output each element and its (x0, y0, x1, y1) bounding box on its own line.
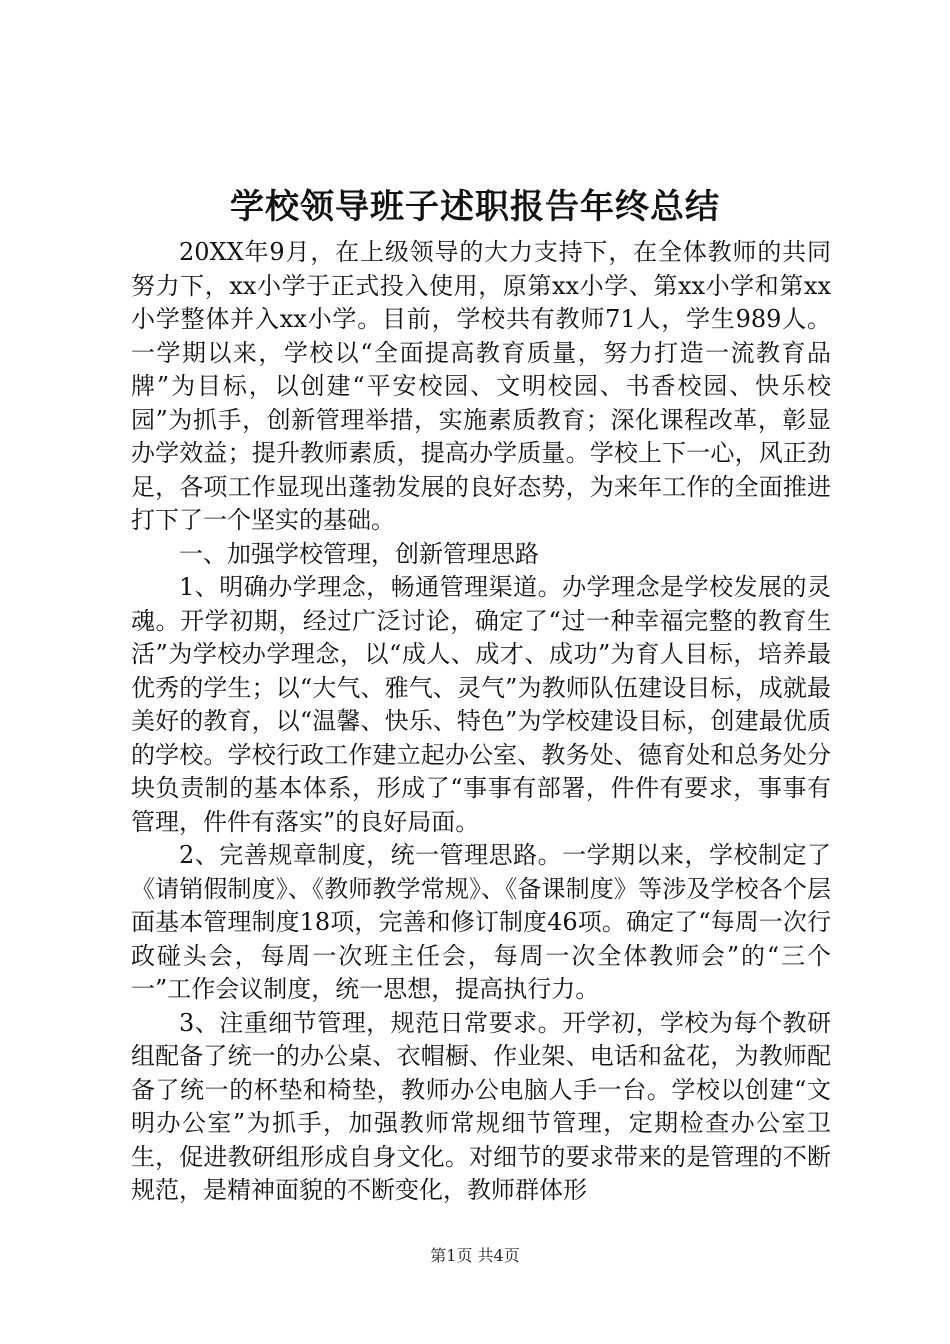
body-paragraph-3: 3、注重细节管理，规范日常要求。开学初，学校为每个教研组配备了统一的办公桌、衣帽橱、作业架、电话和盆花，为教师配备了统一的杯垫和椅垫，教师办公电脑人手一台。学校以创建“文明办公室”为抓手，加强教师常规细节管理，定期检查办公室卫生，促进教研组形成自身文化。对细节的要求带来的是管理的不断规范，是精神面貌的不断变化，教师群体形 (131, 1008, 831, 1204)
page-number-footer: 第1页 共4页 (430, 1246, 520, 1265)
document-body (131, 236, 831, 1208)
section-heading: 一、加强学校管理，创新管理思路 (179, 539, 539, 568)
body-paragraph-2: 2、完善规章制度，统一管理思路。一学期以来，学校制定了《请销假制度》、《教师教学常规》、《备课制度》等涉及学校各个层面基本管理制度18项，完善和修订制度46项。确定了“每周一次行政碰头会，每周一次班主任会，每周一次全体教师会”的“三个一”工作会议制度，统一思想，提高执行力。 (131, 841, 831, 1003)
body-paragraph-1: 1、明确办学理念，畅通管理渠道。办学理念是学校发展的灵魂。开学初期，经过广泛讨论，确定了“过一种幸福完整的教育生活”为学校办学理念，以“成人、成才、成功”为育人目标，培养最优秀的学生；以“大气、雅气、灵气”为教师队伍建设目标，成就最美好的教育，以“温馨、快乐、特色”为学校建设目标，创建最优质的学校。学校行政工作建立起办公室、教务处、德育处和总务处分块负责制的基本体系，形成了“事事有部署，件件有要求，事事有管理，件件有落实”的良好局面。 (131, 573, 831, 836)
intro-paragraph: 20XX年9月，在上级领导的大力支持下，在全体教师的共同努力下，xx小学于正式投入使用，原第xx小学、第xx小学和第xx小学整体并入xx小学。目前，学校共有教师71人，学生989人。一学期以来，学校以“全面提高教育质量，努力打造一流教育品牌”为目标，以创建“平安校园、文明校园、书香校园、快乐校园”为抓手，创新管理举措，实施素质教育；深化课程改革，彰显办学效益；提升教师素质，提高办学质量。学校上下一心，风正劲足，各项工作显现出蓬勃发展的良好态势，为来年工作的全面推进打下了一个坚实的基础。 (131, 238, 831, 534)
page-title: 学校领导班子述职报告年终总结 (230, 187, 720, 227)
